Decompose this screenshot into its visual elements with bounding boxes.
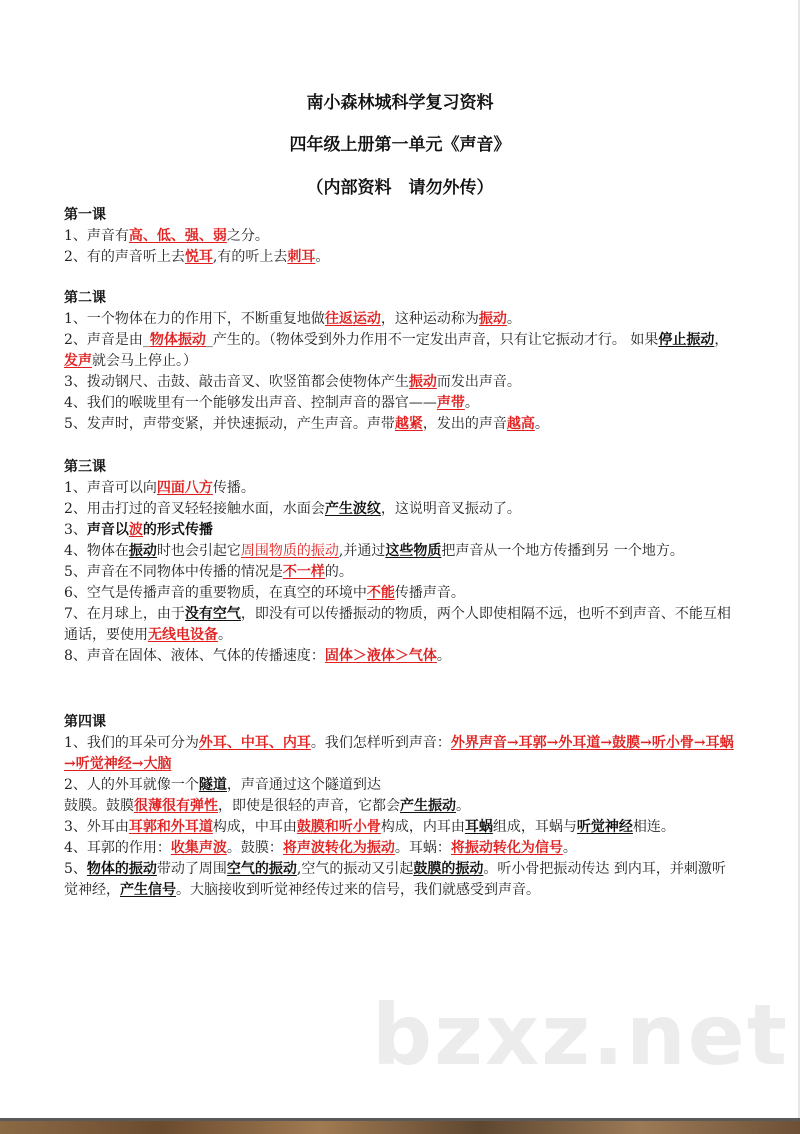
lesson-line: 1、我们的耳朵可分为外耳、中耳、内耳。我们怎样听到声音：外界声音→耳郭→外耳道→鼓膜→听小骨→耳蜗→听觉神经→大脑	[64, 735, 734, 772]
lesson-line: 8、声音在固体、液体、气体的传播速度：固体＞液体＞气体。	[64, 648, 451, 664]
lesson-line: 2、用击打过的音叉轻轻接触水面，水面会产生波纹，这说明音叉振动了。	[64, 501, 521, 517]
lesson-line: 3、声音以波的形式传播	[64, 522, 213, 538]
lesson-line: 3、拨动钢尺、击鼓、敲击音叉、吹竖笛都会使物体产生振动而发出声音。	[64, 374, 521, 390]
bottom-strip	[0, 1118, 800, 1134]
doc-title: 南小森林城科学复习资料	[306, 93, 494, 113]
lesson-1	[64, 205, 734, 268]
lesson-line: 7、在月球上，由于没有空气，即没有可以传播振动的物质，两个人即使相隔不远，也听不到声音、不能互相通话，要使用无线电设备。	[64, 606, 731, 643]
lesson-line: 3、外耳由耳郭和外耳道构成，中耳由鼓膜和听小骨构成，内耳由耳蜗组成，耳蜗与听觉神经相连。	[64, 819, 675, 835]
lesson-heading: 第四课	[64, 714, 106, 730]
lesson-line: 4、耳郭的作用：收集声波。鼓膜：将声波转化为振动。耳蜗：将振动转化为信号。	[64, 840, 577, 856]
lesson-line: 鼓膜。鼓膜很薄很有弹性，即使是很轻的声音，它都会产生振动。	[64, 798, 470, 814]
lesson-line: 5、物体的振动带动了周围空气的振动,空气的振动又引起鼓膜的振动。听小骨把振动传达 到内耳，并刺激听觉神经，产生信号。大脑接收到听觉神经传过来的信号，我们就感受到声音。	[64, 861, 726, 898]
lesson-line: 1、声音有高、低、强、弱之分。	[64, 228, 269, 244]
lesson-4	[64, 712, 734, 901]
lesson-line: 1、一个物体在力的作用下，不断重复地做往返运动，这种运动称为振动。	[64, 311, 521, 327]
lesson-line: 2、声音是由_物体振动_产生的。（物体受到外力作用不一定发出声音，只有让它振动才行。 如果停止振动，发声就会马上停止。）	[64, 332, 729, 369]
lesson-heading: 第一课	[64, 207, 106, 223]
doc-subtitle: 四年级上册第一单元《声音》	[289, 135, 511, 155]
doc-notice: （内部资料 请勿外传）	[306, 178, 494, 198]
lesson-3	[64, 457, 734, 667]
lesson-line: 4、物体在振动时也会引起它周围物质的振动,并通过这些物质把声音从一个地方传播到另 一个地方。	[64, 543, 684, 559]
lesson-line: 6、空气是传播声音的重要物质，在真空的环境中不能传播声音。	[64, 585, 465, 601]
lesson-line: 2、有的声音听上去悦耳,有的听上去刺耳。	[64, 249, 330, 265]
lesson-line: 5、声音在不同物体中传播的情况是不一样的。	[64, 564, 353, 580]
lesson-line: 1、声音可以向四面八方传播。	[64, 480, 255, 496]
watermark: bzxz.net	[372, 986, 789, 1084]
lesson-line: 5、发声时，声带变紧，并快速振动，产生声音。声带越紧，发出的声音越高。	[64, 416, 549, 432]
lesson-line: 4、我们的喉咙里有一个能够发出声音、控制声音的器官——声带。	[64, 395, 479, 411]
lesson-heading: 第二课	[64, 290, 106, 306]
lesson-line: 2、人的外耳就像一个隧道，声音通过这个隧道到达	[64, 777, 381, 793]
lesson-heading: 第三课	[64, 459, 106, 475]
lesson-2	[64, 288, 734, 435]
